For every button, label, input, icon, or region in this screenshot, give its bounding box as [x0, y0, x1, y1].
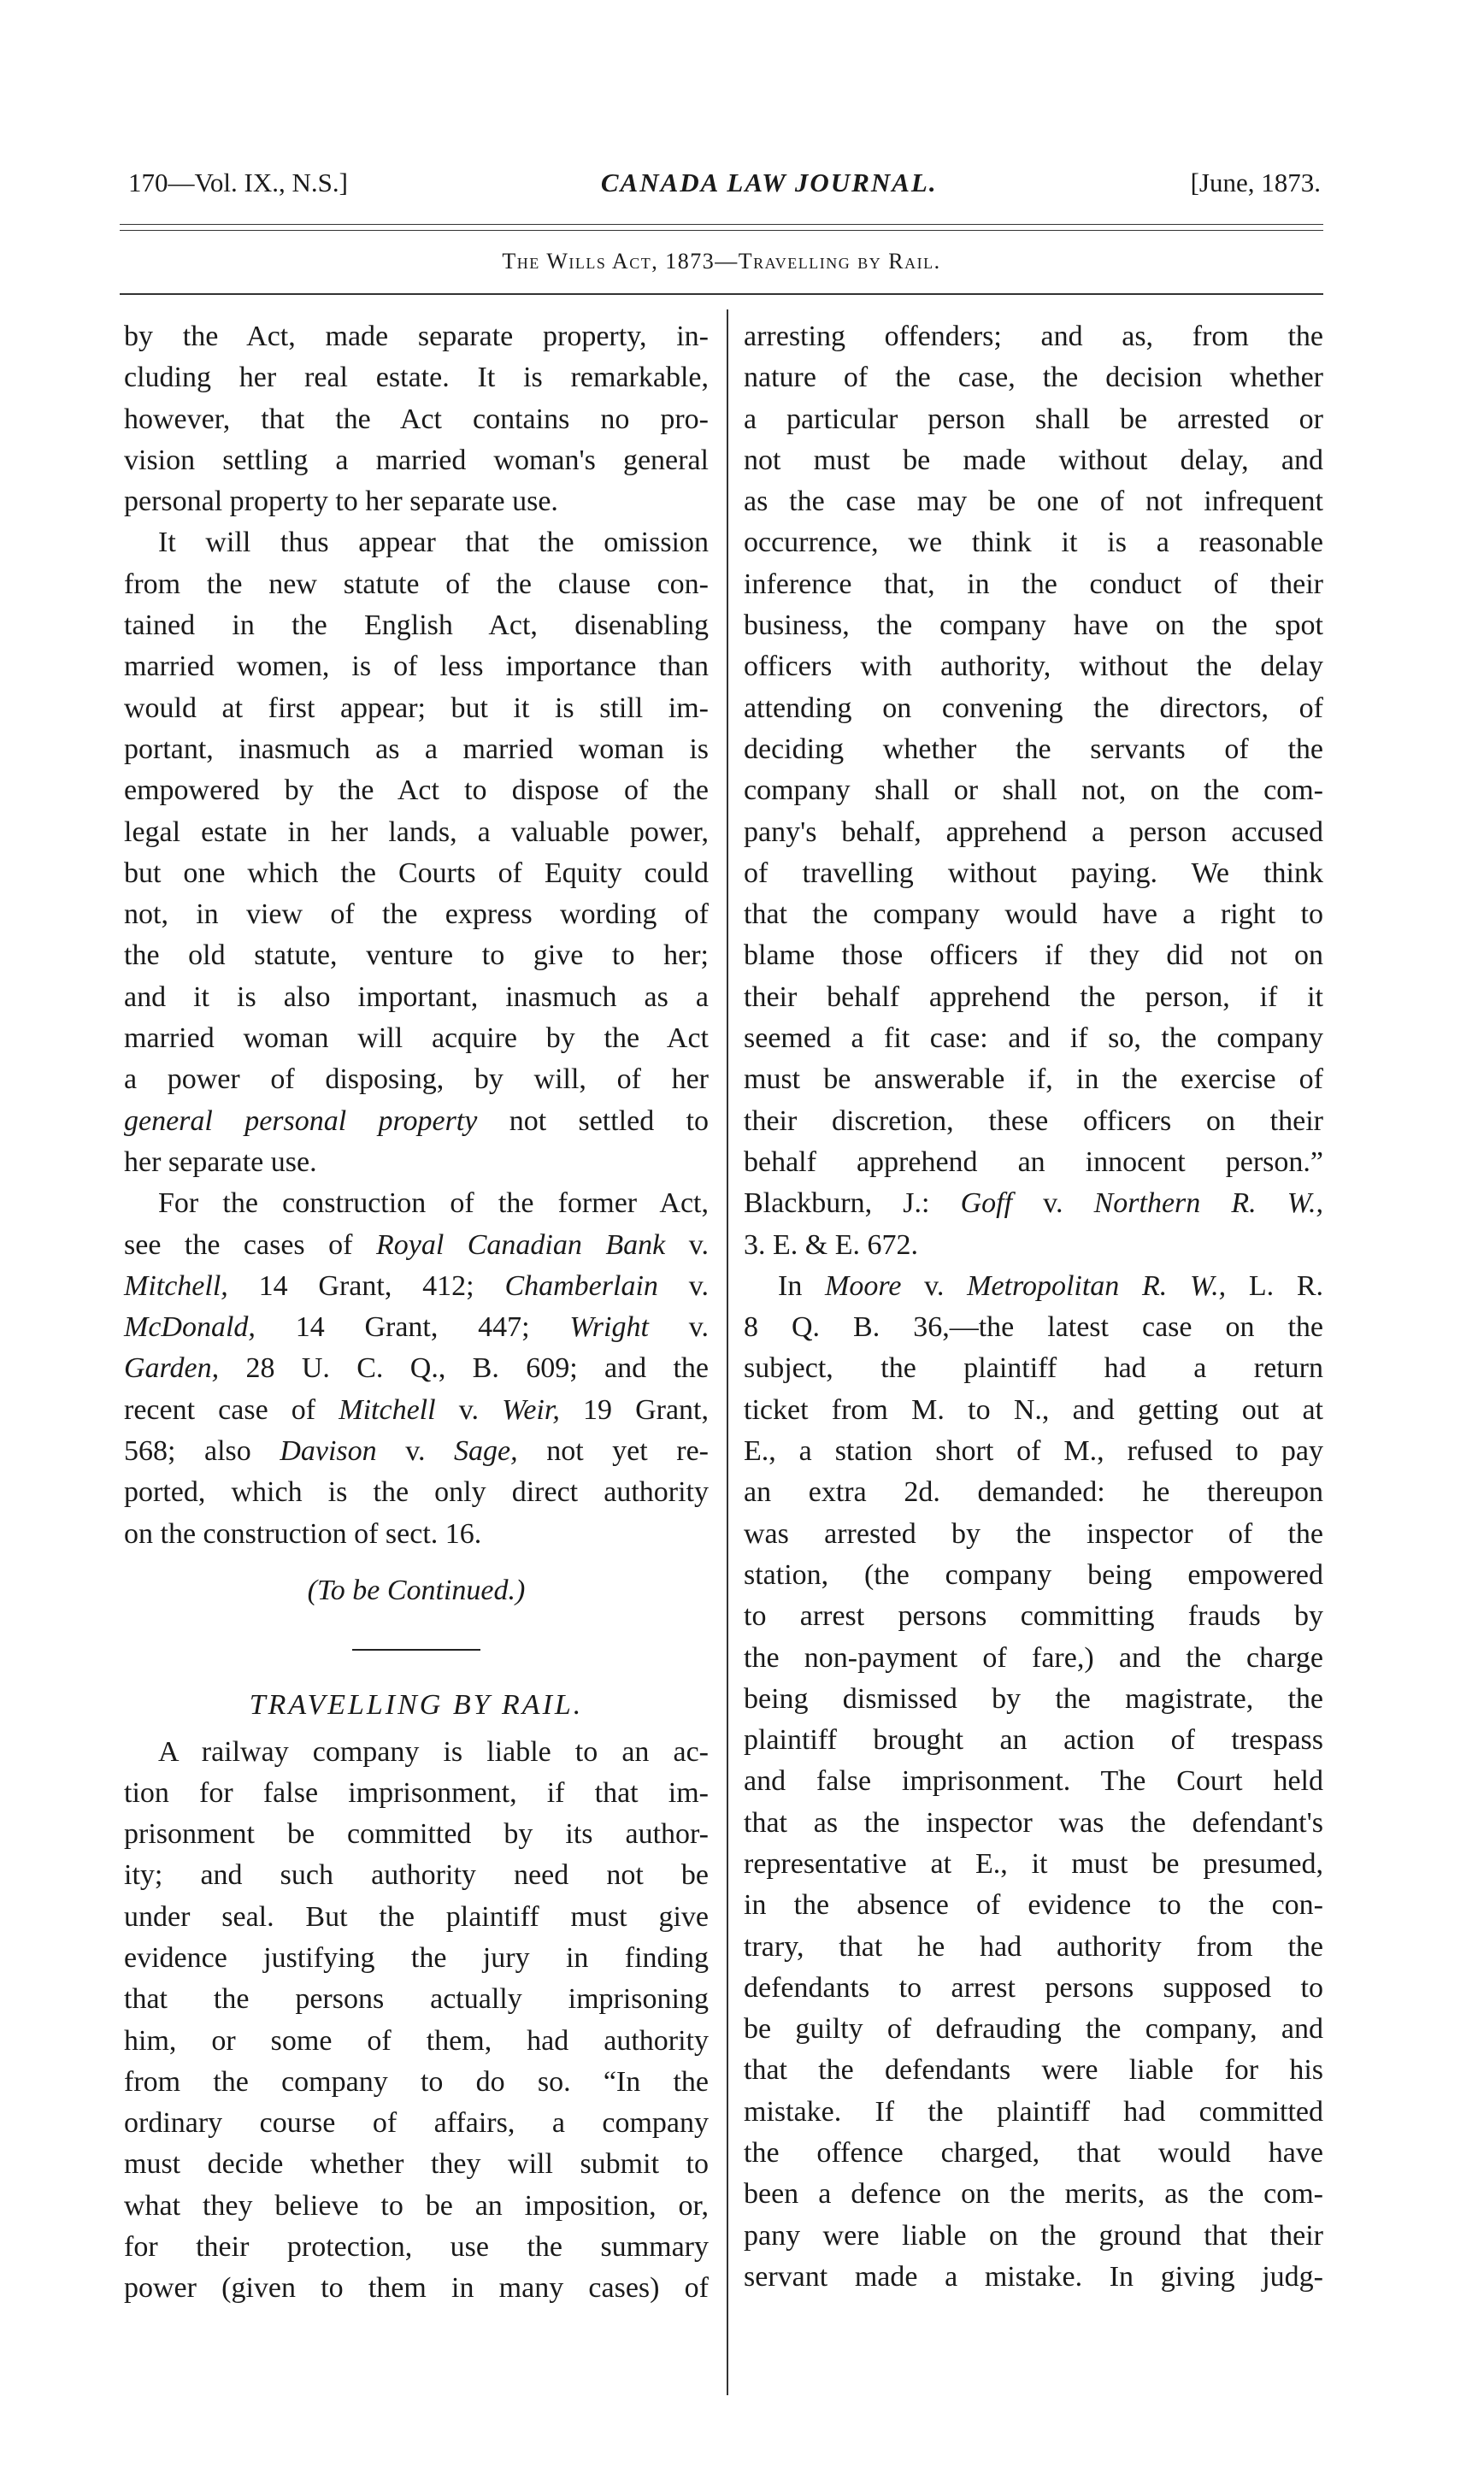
text-line: from the new statute of the clause con- [124, 568, 709, 600]
text-line: been a defence on the merits, as the com- [744, 2178, 1323, 2211]
text-line: of travelling without paying. We think [744, 857, 1323, 889]
text-line [124, 1225, 709, 1266]
text-line: that the company would have a right to [744, 898, 1323, 931]
text-fragment: 19 Grant, [559, 1393, 710, 1426]
text-line [124, 1101, 709, 1142]
case-name: Metropolitan R. W., [967, 1269, 1227, 1302]
text-line: their discretion, these officers on their [744, 1104, 1323, 1137]
text-line: empowered by the Act to dispose of the [124, 774, 709, 807]
text-line: E., a station short of M., refused to pay [744, 1435, 1323, 1468]
case-name: Weir, [502, 1393, 560, 1426]
text-fragment: not yet re- [517, 1435, 710, 1468]
text-line: blame those officers if they did not on [744, 939, 1323, 972]
section-title: The Wills Act, 1873—Travelling by Rail. [502, 249, 941, 274]
text-line: deciding whether the servants of the [744, 733, 1323, 765]
text-line: in the absence of evidence to the con- [744, 1889, 1323, 1922]
text-line: seemed a fit case: and if so, the company [744, 1022, 1323, 1055]
text-fragment: 28 U. C. Q., B. 609; and the [219, 1352, 709, 1385]
case-name: Northern R. W., [1093, 1187, 1324, 1220]
text-line: pany's behalf, apprehend a person accused [744, 816, 1323, 848]
text-line: A railway company is liable to an ac- [158, 1735, 709, 1768]
case-name: Goff [960, 1187, 1013, 1220]
text-line: ity; and such authority need not be [124, 1859, 709, 1892]
text-line: It will thus appear that the omission [158, 527, 709, 559]
text-line: tained in the English Act, disenabling [124, 609, 709, 642]
section-rule [120, 293, 1323, 295]
text-line: must decide whether they will submit to [124, 2148, 709, 2181]
text-line: 8 Q. B. 36,—the latest case on the [744, 1311, 1323, 1344]
text-line: servant made a mistake. In giving judg- [744, 2260, 1323, 2293]
case-name: Moore [825, 1269, 902, 1302]
text-line: pany were liable on the ground that their [744, 2219, 1323, 2252]
text-fragment: see the cases of [124, 1228, 376, 1261]
text-line: evidence justifying the jury in finding [124, 1941, 709, 1974]
text-line: a power of disposing, by will, of her [124, 1063, 709, 1096]
text-fragment: not settled to [477, 1104, 709, 1137]
text-fragment: v. [648, 1311, 709, 1344]
text-line: an extra 2d. demanded: he thereupon [744, 1476, 1323, 1509]
text-fragment: recent case of [124, 1393, 339, 1426]
text-line [124, 1266, 709, 1307]
italic-phrase: general personal property [124, 1104, 478, 1137]
text-line: from the company to do so. “In the [124, 2065, 709, 2098]
text-line: married women, is of less importance than [124, 651, 709, 683]
text-line: married woman will acquire by the Act [124, 1022, 709, 1055]
text-line: mistake. If the plaintiff had committed [744, 2095, 1323, 2128]
case-name: Royal Canadian Bank [375, 1228, 666, 1261]
text-line: plaintiff brought an action of trespass [744, 1724, 1323, 1757]
text-line: inference that, in the conduct of their [744, 568, 1323, 600]
left-column [124, 316, 709, 2310]
text-line: For the construction of the former Act, [158, 1187, 709, 1220]
text-line: cluding her real estate. It is remarkable, [124, 362, 709, 394]
text-line: behalf apprehend an innocent person.” [744, 1145, 1323, 1178]
text-fragment: v. [435, 1393, 503, 1426]
text-line: that the persons actually imprisoning [124, 1983, 709, 2016]
text-fragment: v. [665, 1228, 709, 1261]
header-volume: 170—Vol. IX., N.S.] [128, 168, 348, 197]
text-line [124, 1348, 709, 1389]
case-name: Garden, [124, 1352, 220, 1385]
text-line: must be answerable if, in the exercise of [744, 1063, 1323, 1096]
text-fragment: Blackburn, J.: [744, 1187, 961, 1220]
article-separator-rule [352, 1649, 480, 1651]
text-line: officers with authority, without the delay [744, 651, 1323, 683]
case-name: Mitchell, [124, 1269, 228, 1302]
case-name: Davison [280, 1435, 377, 1468]
text-line: being dismissed by the magistrate, the [744, 1682, 1323, 1715]
text-fragment: v. [657, 1269, 710, 1302]
text-fragment: 14 Grant, 412; [227, 1269, 505, 1302]
text-line: him, or some of them, had authority [124, 2024, 709, 2057]
text-line [124, 1307, 709, 1348]
text-line: was arrested by the inspector of the [744, 1517, 1323, 1550]
text-line: by the Act, made separate property, in- [124, 321, 709, 352]
header-date: [June, 1873. [1190, 168, 1321, 197]
text-line [744, 1183, 1323, 1224]
text-line: however, that the Act contains no pro- [124, 403, 709, 435]
text-line: ported, which is the only direct authority [124, 1476, 709, 1509]
column-divider [727, 309, 728, 2395]
text-line: the non-payment of fare,) and the charge [744, 1641, 1323, 1674]
text-line: not, in view of the express wording of [124, 898, 709, 931]
text-line: station, (the company being empowered [744, 1558, 1323, 1591]
text-line: as the case may be one of not infrequent [744, 486, 1323, 518]
running-header [128, 168, 1321, 198]
text-fragment: L. R. [1226, 1269, 1324, 1302]
text-line: ticket from M. to N., and getting out at [744, 1393, 1323, 1426]
text-line: 3. E. & E. 672. [744, 1228, 918, 1261]
case-name: Mitchell [339, 1393, 436, 1426]
text-line: legal estate in her lands, a valuable power, [124, 816, 709, 848]
text-line: defendants to arrest persons supposed to [744, 1971, 1323, 2004]
case-name: McDonald, [124, 1311, 256, 1344]
text-line: ordinary course of affairs, a company [124, 2107, 709, 2140]
right-column [744, 316, 1323, 2298]
text-line: vision settling a married woman's general [124, 444, 709, 476]
text-line: and it is also important, inasmuch as a [124, 980, 709, 1013]
text-line: that as the inspector was the defendant's [744, 1806, 1323, 1839]
text-line: tion for false imprisonment, if that im- [124, 1776, 709, 1809]
text-line: a particular person shall be arrested or [744, 403, 1323, 435]
text-line: prisonment be committed by its author- [124, 1818, 709, 1851]
text-line: business, the company have on the spot [744, 609, 1323, 642]
text-line: power (given to them in many cases) of [124, 2272, 709, 2305]
text-line: to arrest persons committing frauds by [744, 1600, 1323, 1633]
text-fragment: 14 Grant, 447; [255, 1311, 570, 1344]
text-line: would at first appear; but it is still im- [124, 692, 709, 724]
text-line: subject, the plaintiff had a return [744, 1352, 1323, 1385]
text-fragment: v. [901, 1269, 968, 1302]
text-fragment: v. [1012, 1187, 1094, 1220]
article-title: TRAVELLING BY RAIL. [249, 1689, 584, 1722]
text-line [124, 1431, 709, 1472]
text-line: be guilty of defrauding the company, and [744, 2013, 1323, 2046]
text-line: representative at E., it must be presumed, [744, 1847, 1323, 1880]
text-fragment: 568; also [124, 1435, 280, 1468]
text-line: company shall or shall not, on the com- [744, 774, 1323, 807]
text-line: for their protection, use the summary [124, 2231, 709, 2264]
text-line: nature of the case, the decision whether [744, 362, 1323, 394]
text-line: the old statute, venture to give to her; [124, 939, 709, 972]
text-line: portant, inasmuch as a married woman is [124, 733, 709, 765]
text-line [744, 1266, 1323, 1307]
text-line: and false imprisonment. The Court held [744, 1765, 1323, 1798]
text-line: under seal. But the plaintiff must give [124, 1900, 709, 1933]
header-double-rule [120, 224, 1323, 231]
text-line: the offence charged, that would have [744, 2137, 1323, 2170]
text-line: attending on convening the directors, of [744, 692, 1323, 724]
case-name: Sage, [454, 1435, 518, 1468]
text-line: occurrence, we think it is a reasonable [744, 527, 1323, 559]
case-name: Wright [569, 1311, 649, 1344]
text-line: personal property to her separate use. [124, 486, 558, 518]
header-journal-title: CANADA LAW JOURNAL. [600, 168, 938, 197]
text-fragment: v. [376, 1435, 455, 1468]
text-line: arresting offenders; and as, from the [744, 321, 1323, 352]
text-line: her separate use. [124, 1145, 317, 1178]
text-fragment: In [778, 1269, 826, 1302]
case-name: Chamberlain [504, 1269, 658, 1302]
text-line [124, 1390, 709, 1431]
text-line: on the construction of sect. 16. [124, 1517, 482, 1550]
text-line: not must be made without delay, and [744, 444, 1323, 476]
text-line: trary, that he had authority from the [744, 1930, 1323, 1963]
to-be-continued: (To be Continued.) [307, 1574, 526, 1606]
text-line: what they believe to be an imposition, or, [124, 2189, 709, 2222]
text-line: that the defendants were liable for his [744, 2054, 1323, 2087]
text-line: but one which the Courts of Equity could [124, 857, 709, 889]
text-line: their behalf apprehend the person, if it [744, 980, 1323, 1013]
